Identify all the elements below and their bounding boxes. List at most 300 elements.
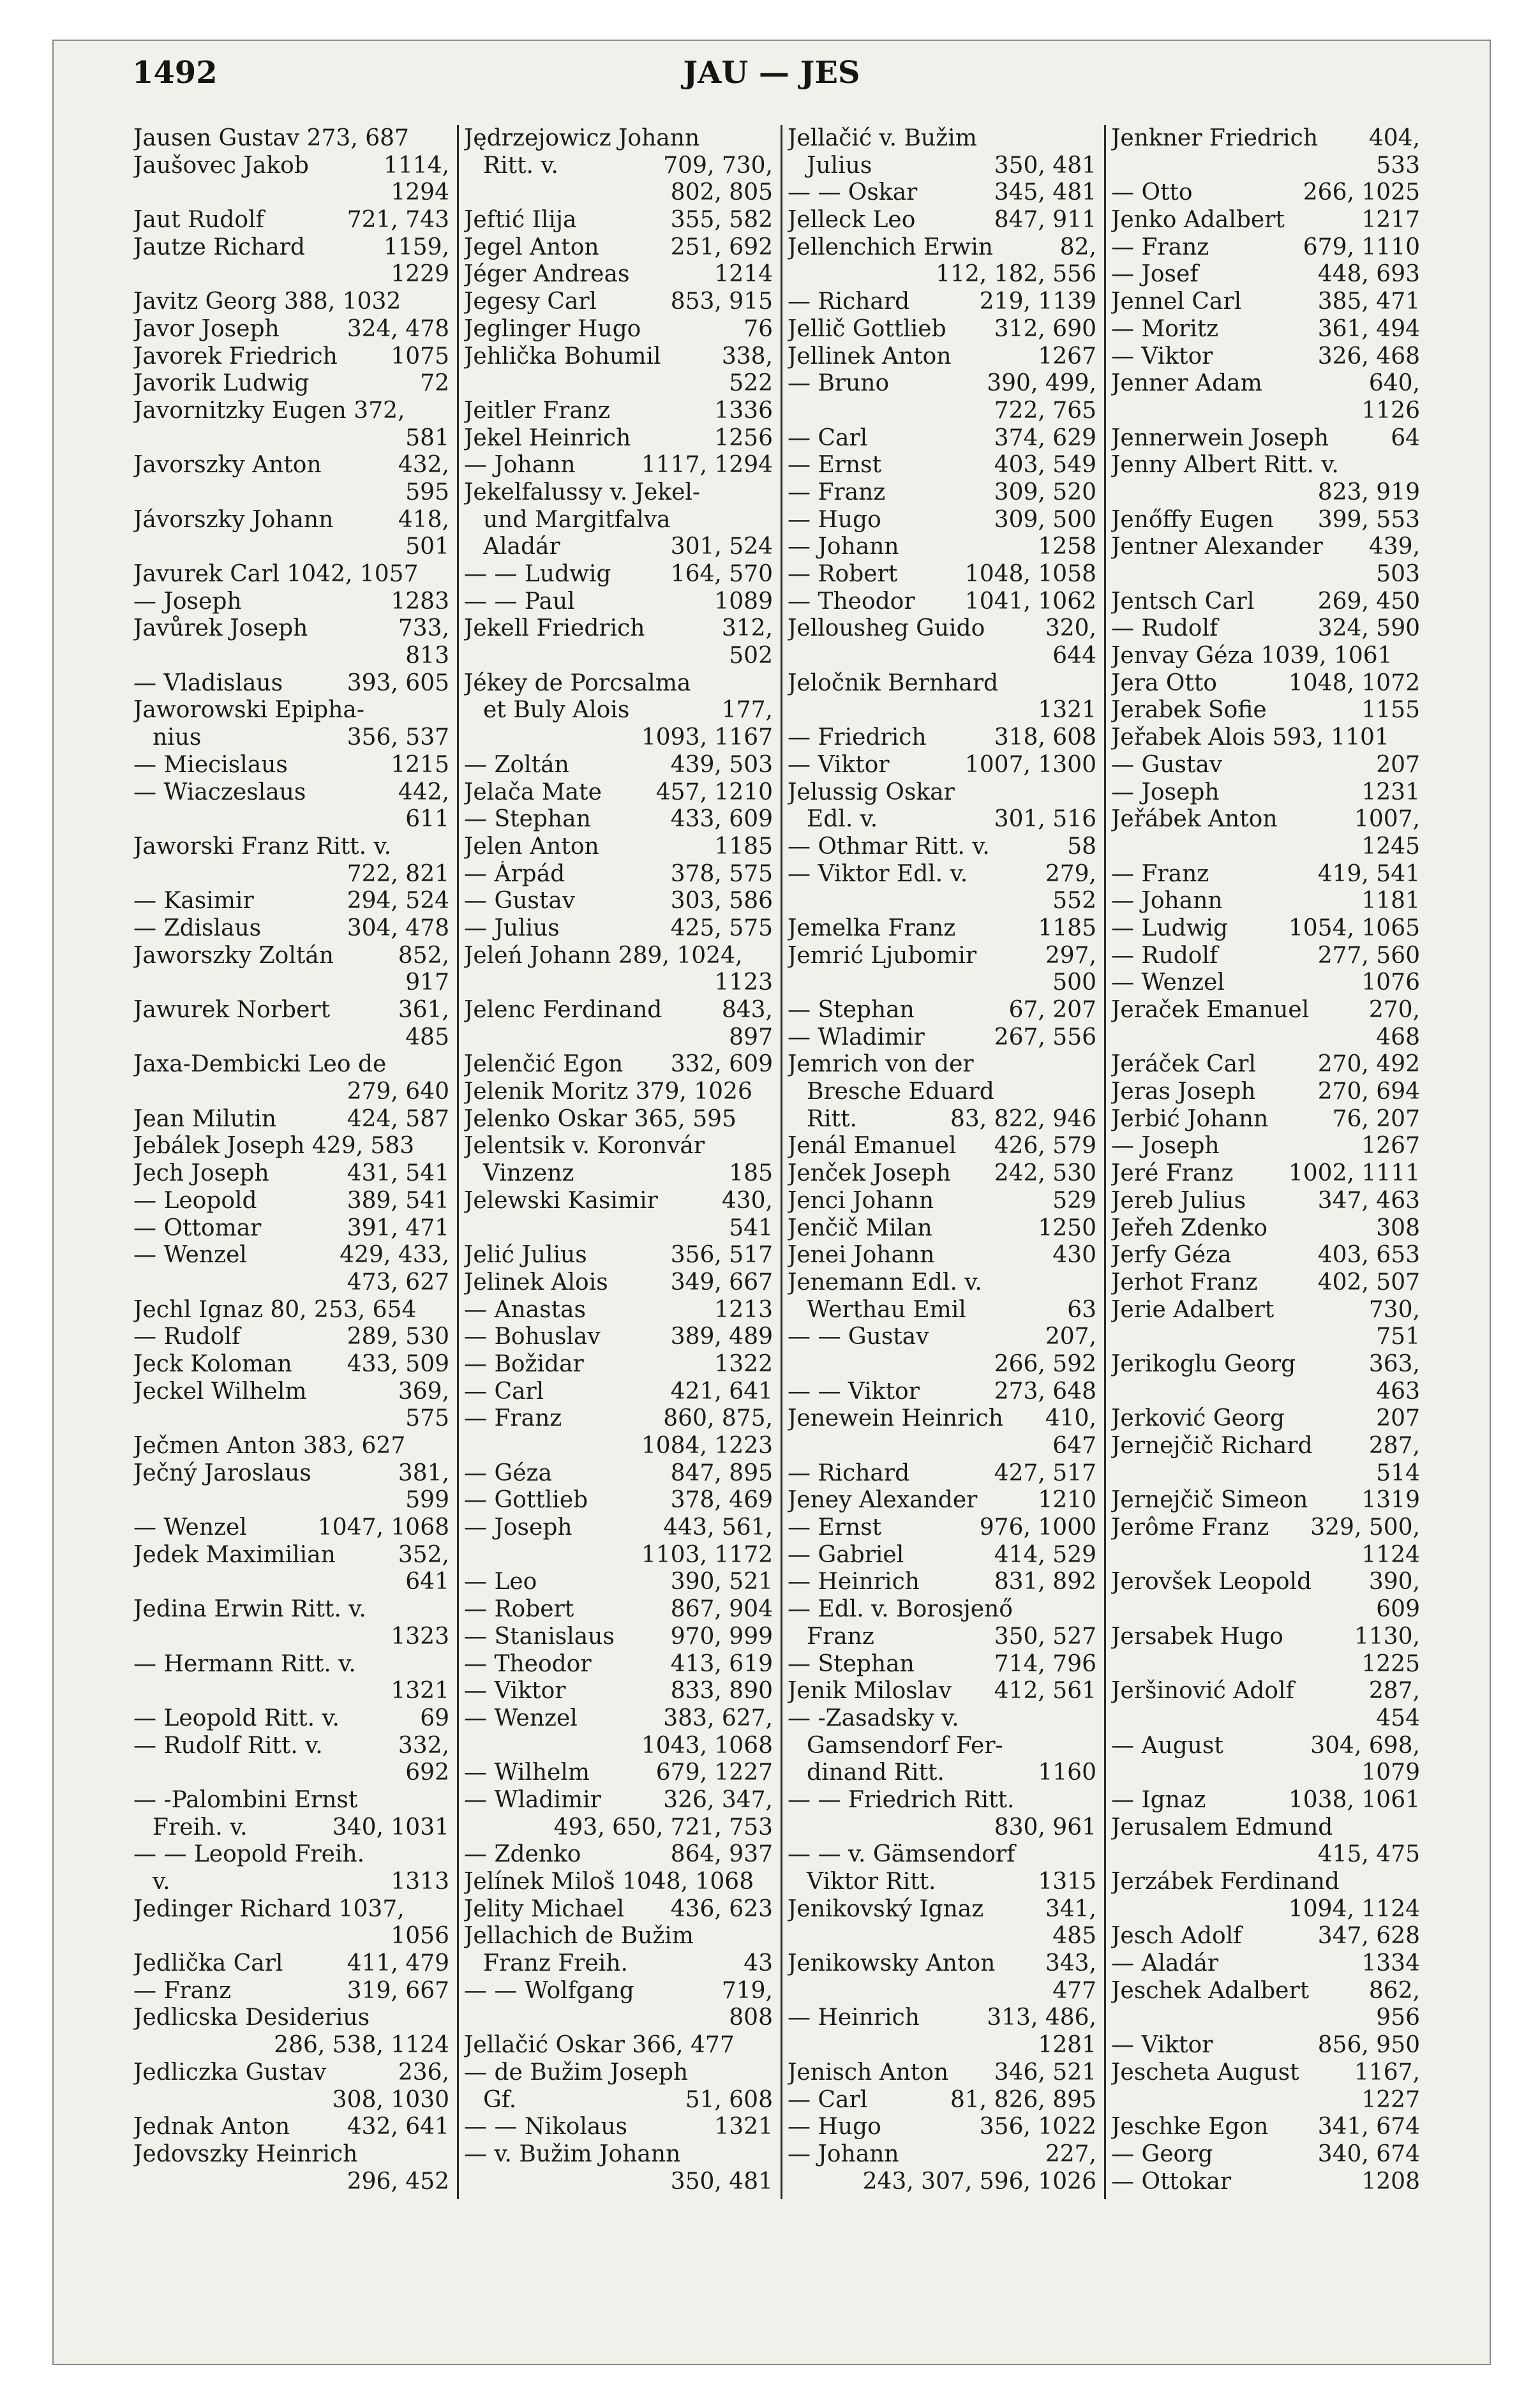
entry-page-refs: 1159,	[383, 234, 449, 260]
entry-name: — Johann	[788, 534, 899, 560]
index-entry	[1111, 561, 1423, 588]
entry-page-refs: 529	[1052, 1187, 1096, 1214]
entry-name: Jenei Johann	[788, 1242, 935, 1269]
entry-page-refs: 393, 605	[347, 669, 449, 696]
index-entry	[133, 697, 452, 724]
entry-page-refs: 439, 503	[670, 751, 773, 778]
index-entry	[133, 2114, 452, 2141]
entry-name: Jernejčič Simeon	[1111, 1487, 1308, 1514]
index-columns	[133, 125, 1429, 2199]
entry-page-refs: 286, 538, 1124	[274, 2032, 449, 2059]
index-entry	[133, 643, 452, 670]
index-entry	[464, 398, 775, 425]
index-entry	[1111, 1351, 1423, 1378]
entry-page-refs: 443, 561,	[663, 1514, 773, 1541]
index-entry	[788, 1324, 1099, 1351]
entry-name: Jednak Anton	[133, 2114, 290, 2140]
entry-page-refs: 1114,	[383, 152, 449, 179]
index-entry	[1111, 888, 1423, 915]
index-entry	[1111, 1160, 1423, 1188]
entry-page-refs: 369,	[398, 1378, 449, 1405]
entry-page-refs: 391, 471	[347, 1214, 449, 1241]
entry-page-refs: 1313	[391, 1869, 449, 1895]
entry-page-refs: 679, 1227	[655, 1759, 773, 1786]
entry-page-refs: 418,	[398, 506, 449, 533]
index-entry	[133, 670, 452, 698]
index-entry	[133, 1269, 452, 1297]
entry-name: Jelenko Oskar 365, 595	[464, 1105, 736, 1132]
index-entry	[464, 343, 775, 371]
entry-name: Julius	[807, 152, 872, 179]
entry-page-refs: 81, 826, 895	[950, 2086, 1096, 2113]
entry-page-refs: 51, 608	[685, 2086, 773, 2113]
entry-page-refs: 847, 911	[994, 207, 1096, 234]
entry-name: Jeráček Carl	[1111, 1051, 1256, 1078]
entry-name: — Ernst	[788, 452, 882, 479]
entry-name: — — Nikolaus	[464, 2114, 628, 2140]
entry-name: Werthau Emil	[807, 1296, 966, 1323]
index-entry	[133, 1841, 452, 1869]
index-entry	[1111, 2005, 1423, 2032]
entry-name: — Wiaczeslaus	[133, 779, 306, 805]
entry-name: Jenčič Milan	[788, 1214, 932, 1241]
index-page	[52, 40, 1491, 2365]
index-entry	[1111, 316, 1423, 343]
index-entry	[464, 1215, 775, 1243]
entry-page-refs: 1319	[1361, 1487, 1420, 1514]
index-entry	[133, 615, 452, 643]
entry-page-refs: 324, 478	[347, 315, 449, 342]
index-entry	[1111, 779, 1423, 807]
entry-name: — Rudolf Ritt. v.	[133, 1732, 323, 1759]
entry-name: Aladár	[483, 534, 560, 560]
entry-page-refs: 363,	[1368, 1350, 1420, 1377]
index-entry	[133, 969, 452, 997]
entry-name: — Miecislaus	[133, 751, 288, 778]
entry-page-refs: 432, 641	[347, 2114, 449, 2140]
entry-name: — Anastas	[464, 1296, 586, 1323]
index-entry	[464, 2059, 775, 2087]
index-entry	[133, 1624, 452, 1651]
entry-page-refs: 361, 494	[1317, 315, 1420, 342]
entry-name: — Carl	[788, 424, 868, 451]
entry-name: — Wilhelm	[464, 1759, 590, 1786]
entry-name: Jerovšek Leopold	[1111, 1569, 1312, 1595]
entry-page-refs: 69	[420, 1705, 449, 1731]
entry-name: Gf.	[483, 2086, 517, 2113]
entry-page-refs: 719,	[721, 1977, 773, 2004]
entry-page-refs: 709, 730,	[663, 152, 773, 179]
index-entry	[133, 2005, 452, 2032]
entry-page-refs: 389, 489	[670, 1324, 773, 1350]
entry-name: — Zdislaus	[133, 915, 262, 941]
entry-page-refs: 692	[405, 1759, 449, 1786]
entry-name: — Franz	[1111, 860, 1209, 887]
entry-page-refs: 346, 521	[994, 2059, 1096, 2086]
entry-page-refs: 431, 541	[347, 1160, 449, 1187]
index-entry	[788, 507, 1099, 534]
index-entry	[1111, 943, 1423, 970]
index-entry	[464, 2169, 775, 2196]
index-entry	[464, 779, 775, 807]
entry-page-refs: 1094, 1124	[1288, 1895, 1420, 1922]
entry-page-refs: 439,	[1368, 534, 1420, 560]
index-entry	[464, 1378, 775, 1406]
entry-name: Jenőffy Eugen	[1111, 506, 1274, 533]
index-entry	[1111, 1841, 1423, 1869]
entry-page-refs: 347, 628	[1317, 1923, 1420, 1950]
entry-name: — Richard	[788, 288, 910, 315]
index-entry	[133, 1950, 452, 1978]
entry-name: Jeršinović Adolf	[1111, 1678, 1294, 1705]
index-entry	[1111, 588, 1423, 616]
entry-page-refs: 389, 541	[347, 1187, 449, 1214]
index-entry	[464, 1106, 775, 1133]
entry-page-refs: 326, 347,	[663, 1786, 773, 1813]
index-entry	[788, 2059, 1099, 2087]
index-entry	[464, 370, 775, 398]
entry-page-refs: 468	[1376, 1024, 1420, 1050]
entry-name: — Wenzel	[133, 1242, 247, 1269]
entry-name: Jerie Adalbert	[1111, 1296, 1275, 1323]
entry-name: Jenikowsky Anton	[788, 1950, 996, 1977]
index-entry	[133, 888, 452, 915]
index-entry	[464, 1759, 775, 1787]
entry-name: — Heinrich	[788, 1569, 920, 1595]
entry-name: — Viktor	[1111, 343, 1213, 370]
entry-name: — Gustav	[1111, 751, 1223, 778]
entry-name: Jentner Alexander	[1111, 534, 1323, 560]
index-entry	[788, 1378, 1099, 1406]
entry-page-refs: 733,	[398, 615, 449, 642]
index-entry	[788, 1242, 1099, 1269]
entry-name: — — Paul	[464, 588, 575, 615]
index-entry	[788, 561, 1099, 588]
index-entry	[788, 1160, 1099, 1188]
index-entry	[464, 1514, 775, 1542]
entry-page-refs: 640,	[1368, 370, 1420, 397]
entry-name: Jeck Koloman	[133, 1350, 292, 1377]
entry-name: Jaut Rudolf	[133, 207, 264, 234]
index-entry	[788, 2141, 1099, 2169]
entry-page-refs: 802, 805	[670, 179, 773, 206]
entry-page-refs: 1084, 1223	[641, 1433, 773, 1459]
index-entry	[1111, 234, 1423, 262]
index-entry	[464, 1433, 775, 1460]
entry-page-refs: 1227	[1361, 2086, 1420, 2113]
entry-page-refs: 1155	[1361, 697, 1420, 724]
entry-page-refs: 349, 667	[670, 1269, 773, 1295]
entry-name: Jehlička Bohumil	[464, 343, 661, 370]
entry-name: Jeschke Egon	[1111, 2114, 1269, 2140]
entry-name: Jerfy Géza	[1111, 1242, 1232, 1269]
entry-page-refs: 1210	[1038, 1487, 1096, 1514]
entry-name: Javorszky Anton	[133, 452, 322, 479]
entry-name: Jemelka Franz	[788, 915, 956, 941]
entry-name: Jescheta August	[1111, 2059, 1299, 2086]
entry-page-refs: 1213	[714, 1296, 773, 1323]
index-entry	[1111, 2087, 1423, 2114]
entry-name: Jerusalem Edmund	[1111, 1814, 1333, 1840]
index-entry	[788, 1079, 1099, 1106]
index-entry	[1111, 425, 1423, 452]
entry-page-refs: 1130,	[1354, 1623, 1420, 1650]
entry-name: Jerabek Sofie	[1111, 697, 1267, 724]
entry-name: — Hermann Ritt. v.	[133, 1650, 356, 1677]
index-entry	[788, 1950, 1099, 1978]
entry-page-refs: 427, 517	[994, 1460, 1096, 1486]
index-entry	[1111, 969, 1423, 997]
entry-name: — Stephan	[464, 806, 591, 833]
index-entry	[1111, 915, 1423, 943]
entry-page-refs: 1321	[391, 1678, 449, 1705]
entry-page-refs: 287,	[1368, 1433, 1420, 1459]
entry-page-refs: 329, 500,	[1310, 1514, 1420, 1541]
index-entry	[788, 1460, 1099, 1488]
entry-name: — -Zasadsky v.	[788, 1705, 959, 1731]
index-entry	[1111, 288, 1423, 316]
entry-name: — — Viktor	[788, 1378, 920, 1405]
entry-page-refs: 303, 586	[670, 888, 773, 915]
entry-page-refs: 43	[744, 1950, 773, 1977]
index-entry	[1111, 2169, 1423, 2196]
index-entry	[133, 479, 452, 507]
entry-page-refs: 1076	[1361, 969, 1420, 996]
entry-name: Jedina Erwin Ritt. v.	[133, 1596, 366, 1623]
entry-name: — Vladislaus	[133, 669, 283, 696]
index-entry	[464, 806, 775, 833]
index-entry	[464, 1733, 775, 1760]
entry-page-refs: 970, 999	[670, 1623, 773, 1650]
entry-page-refs: 448, 693	[1317, 261, 1420, 288]
entry-name: — Johann	[1111, 888, 1223, 915]
entry-page-refs: 1007, 1300	[964, 751, 1096, 778]
index-entry	[788, 1351, 1099, 1378]
entry-name: — — Ludwig	[464, 561, 611, 587]
index-entry	[788, 1923, 1099, 1950]
index-entry	[464, 1269, 775, 1297]
entry-page-refs: 808	[729, 2005, 773, 2031]
entry-name: — Kasimir	[133, 888, 254, 915]
index-entry	[1111, 1188, 1423, 1215]
index-entry	[1111, 1705, 1423, 1733]
index-entry	[788, 1269, 1099, 1297]
entry-name: Jaworski Franz Ritt. v.	[133, 833, 392, 860]
index-entry	[133, 1542, 452, 1569]
index-entry	[1111, 997, 1423, 1024]
entry-name: — Franz	[464, 1405, 562, 1432]
entry-page-refs: 1167,	[1354, 2059, 1420, 2086]
index-entry	[788, 2005, 1099, 2032]
entry-name: — Bohuslav	[464, 1324, 601, 1350]
index-entry	[464, 969, 775, 997]
index-entry	[788, 1596, 1099, 1624]
index-entry	[464, 507, 775, 534]
entry-name: Ječmen Anton 383, 627	[133, 1433, 406, 1459]
index-entry	[1111, 1596, 1423, 1624]
entry-page-refs: 67, 207	[1008, 997, 1096, 1023]
entry-name: Jellousheg Guido	[788, 615, 985, 642]
entry-name: — Stanislaus	[464, 1623, 615, 1650]
entry-name: — Stephan	[788, 997, 915, 1023]
entry-name: nius	[153, 724, 202, 751]
entry-name: Jeney Alexander	[788, 1487, 978, 1514]
index-entry	[788, 479, 1099, 507]
index-entry	[788, 888, 1099, 915]
entry-name: Jera Otto	[1111, 669, 1217, 696]
index-entry	[464, 643, 775, 670]
entry-page-refs: 332,	[398, 1732, 449, 1759]
entry-name: Jellačić Oskar 366, 477	[464, 2032, 735, 2059]
entry-name: — Johann	[788, 2140, 899, 2167]
index-entry	[464, 2141, 775, 2169]
entry-name: Jerhot Franz	[1111, 1269, 1258, 1295]
entry-page-refs: 76	[744, 315, 773, 342]
entry-page-refs: 1041, 1062	[964, 588, 1096, 615]
entry-name: Jereb Julius	[1111, 1187, 1246, 1214]
entry-name: — — Gustav	[788, 1324, 929, 1350]
index-entry	[1111, 534, 1423, 561]
index-entry	[464, 943, 775, 970]
index-entry	[133, 752, 452, 779]
index-entry	[133, 398, 452, 425]
entry-name: — Rudolf	[1111, 615, 1218, 642]
index-entry	[464, 1324, 775, 1351]
entry-page-refs: 402, 507	[1317, 1269, 1420, 1295]
index-entry	[788, 370, 1099, 398]
index-entry	[1111, 452, 1423, 479]
entry-page-refs: 207	[1376, 1405, 1420, 1432]
index-entry	[464, 1297, 775, 1324]
entry-name: — Viktor	[1111, 2032, 1213, 2059]
index-entry	[133, 1405, 452, 1433]
entry-name: — Joseph	[133, 588, 242, 615]
index-entry	[1111, 1514, 1423, 1542]
index-entry	[788, 1542, 1099, 1569]
entry-page-refs: 297,	[1045, 942, 1096, 969]
entry-name: — Julius	[464, 915, 560, 941]
entry-name: — Wenzel	[1111, 969, 1225, 996]
entry-name: — Aladár	[1111, 1950, 1219, 1977]
index-entry	[133, 861, 452, 888]
entry-name: Jedlička Carl	[133, 1950, 283, 1977]
index-entry	[464, 1869, 775, 1896]
index-entry	[1111, 643, 1423, 670]
index-entry	[464, 752, 775, 779]
index-entry	[788, 724, 1099, 752]
entry-name: Jedlicska Desiderius	[133, 2005, 370, 2031]
entry-name: Jelenik Moritz 379, 1026	[464, 1079, 752, 1105]
entry-page-refs: 338,	[721, 343, 773, 370]
entry-name: Jenemann Edl. v.	[788, 1269, 982, 1295]
entry-page-refs: 421, 641	[670, 1378, 773, 1405]
entry-page-refs: 853, 915	[670, 288, 773, 315]
entry-page-refs: 273, 648	[994, 1378, 1096, 1405]
entry-page-refs: 429, 433,	[340, 1242, 449, 1269]
entry-page-refs: 63	[1067, 1296, 1096, 1323]
index-entry	[464, 1405, 775, 1433]
entry-page-refs: 207	[1376, 751, 1420, 778]
index-entry	[133, 1896, 452, 1923]
entry-page-refs: 352,	[398, 1541, 449, 1568]
index-entry	[133, 943, 452, 970]
entry-page-refs: 266, 592	[994, 1350, 1096, 1377]
entry-page-refs: 343,	[1045, 1950, 1096, 1977]
entry-page-refs: 1283	[391, 588, 449, 615]
entry-page-refs: 1321	[1038, 697, 1096, 724]
entry-page-refs: 500	[1052, 969, 1096, 996]
entry-name: Jerôme Franz	[1111, 1514, 1269, 1541]
entry-name: Jenewein Heinrich	[788, 1405, 1003, 1432]
index-entry	[133, 1596, 452, 1624]
index-entry	[788, 288, 1099, 316]
entry-page-refs: 385, 471	[1317, 288, 1420, 315]
entry-page-refs: 309, 500	[994, 506, 1096, 533]
entry-page-refs: 319, 667	[347, 1977, 449, 2004]
entry-page-refs: 294, 524	[347, 888, 449, 915]
entry-name: — Ignaz	[1111, 1786, 1206, 1813]
entry-name: Jékey de Porcsalma	[464, 669, 691, 696]
entry-name: Jenál Emanuel	[788, 1133, 957, 1160]
index-entry	[133, 2087, 452, 2114]
entry-name: Jekel Heinrich	[464, 424, 631, 451]
index-entry	[133, 1242, 452, 1269]
entry-name: — Hugo	[788, 2114, 881, 2140]
index-entry	[788, 615, 1099, 643]
entry-name: et Buly Alois	[483, 697, 630, 724]
entry-name: — — Friedrich Ritt.	[788, 1786, 1015, 1813]
index-entry	[788, 861, 1099, 888]
entry-page-refs: 383, 627,	[663, 1705, 773, 1731]
entry-page-refs: 308	[1376, 1214, 1420, 1241]
entry-page-refs: 287,	[1368, 1678, 1420, 1705]
index-entry	[1111, 1215, 1423, 1243]
entry-page-refs: 581	[405, 424, 449, 451]
index-entry	[464, 207, 775, 234]
entry-name: Jennel Carl	[1111, 288, 1242, 315]
entry-name: — Theodor	[464, 1650, 592, 1677]
entry-name: Franz	[807, 1623, 874, 1650]
entry-page-refs: 721, 743	[347, 207, 449, 234]
entry-page-refs: 219, 1139	[979, 288, 1096, 315]
entry-name: Jenikovský Ignaz	[788, 1895, 984, 1922]
entry-name: — Josef	[1111, 261, 1199, 288]
entry-page-refs: 1007,	[1354, 806, 1420, 833]
index-column-3	[781, 125, 1104, 2199]
entry-page-refs: 1117, 1294	[641, 452, 773, 479]
entry-name: — Franz	[133, 1977, 232, 2004]
index-entry	[464, 915, 775, 943]
index-entry	[1111, 1869, 1423, 1896]
entry-name: Jeraček Emanuel	[1111, 997, 1310, 1023]
index-entry	[464, 452, 775, 479]
entry-page-refs: 404,	[1368, 125, 1420, 151]
entry-name: Jelenc Ferdinand	[464, 997, 662, 1023]
index-entry	[133, 1759, 452, 1787]
index-entry	[464, 697, 775, 724]
index-entry	[788, 1569, 1099, 1596]
entry-name: — Gustav	[464, 888, 576, 915]
index-entry	[464, 1542, 775, 1569]
index-entry	[1111, 1624, 1423, 1651]
index-entry	[133, 125, 452, 153]
index-entry	[1111, 806, 1423, 833]
index-entry	[788, 1487, 1099, 1514]
index-entry	[788, 1514, 1099, 1542]
entry-name: Jellačić v. Bužim	[788, 125, 977, 151]
entry-page-refs: 1225	[1361, 1650, 1420, 1677]
index-entry	[464, 561, 775, 588]
